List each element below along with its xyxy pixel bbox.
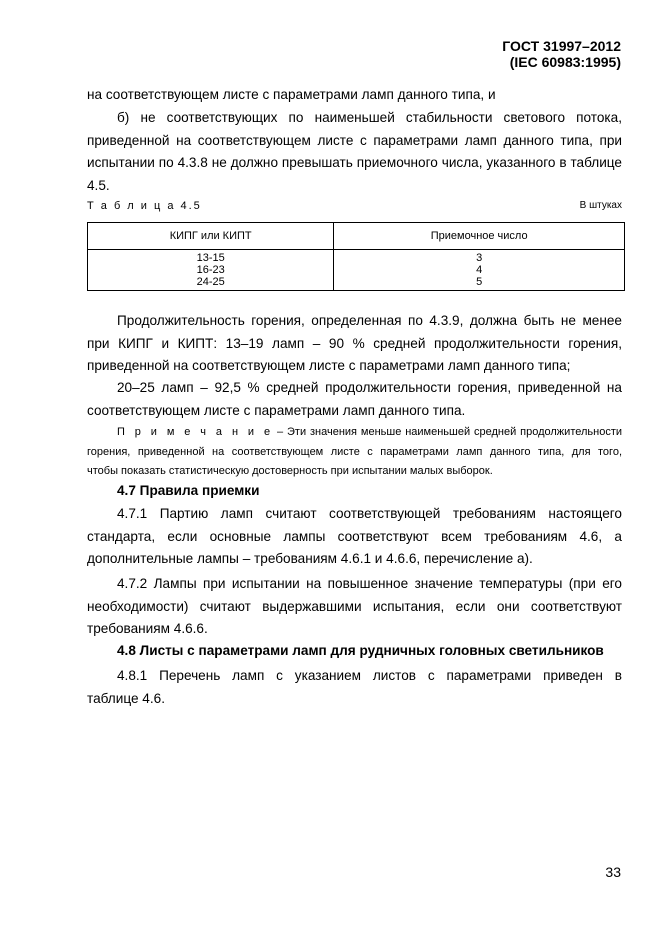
paragraph [87,107,622,197]
cell-value: 3 [476,252,483,264]
text-line: – Эти значения меньше наименьшей средней продолжительности [276,426,623,438]
text-line: соответствующем листе с параметрами ламп данного типа. [87,402,466,418]
standard-number: ГОСТ 31997–2012 [502,38,621,54]
cell-value: 24-25 [196,276,225,288]
table-4-5 [87,222,625,291]
section-heading-4-8: 4.8 Листы с параметрами ламп для рудничных головных светильников [117,643,604,658]
text-line: приведенной на соответствующем листе с параметрами ламп данного типа, при [87,132,622,148]
text-line: 20–25 ламп – 92,5 % средней продолжительности горения, приведенной на [117,380,622,395]
paragraph [87,377,622,422]
text-line: требованиям 4.6.6. [87,621,208,636]
text-line: 4.7.2 Лампы при испытании на повышенное значение температуры (при его [117,576,622,591]
table-cell [334,250,625,291]
section-heading-4-7: 4.7 Правила приемки [117,483,260,498]
paragraph [87,310,622,378]
standard-header [502,38,621,70]
text-line: 4.8.1 Перечень ламп с указанием листов с параметрами приведен в [117,668,622,683]
text-line: дополнительные лампы – требованиям 4.6.1 и 4.6.6, перечисление а). [87,551,533,566]
paragraph [87,503,622,571]
paragraph [87,84,622,107]
cell-value: 13-15 [196,252,225,264]
text-line: таблице 4.6. [87,690,165,706]
cell-value: 5 [476,276,483,288]
text-line: Продолжительность горения, определенная по 4.3.9, должна быть не менее [117,313,622,328]
page-number: 33 [605,864,621,880]
text-line: чтобы показать статистическую достоверность при испытании малых выборок. [87,465,493,477]
paragraph [87,665,622,710]
text-line: горения, приведенной на соответствующем листе с параметрами ламп данного типа, для того, [87,445,622,458]
text-line: испытании по 4.3.8 не должно превышать приемочного числа, указанного в таблице [87,155,622,170]
text-line: стандарта, если основные лампы соответствуют всем требованиям 4.6, а [87,528,622,544]
text-line: 4.5. [87,177,110,193]
text-line: б) не соответствующих по наименьшей стабильности светового потока, [117,110,622,125]
table-unit: В штуках [579,200,622,211]
cell-value: 16-23 [196,264,225,276]
text-line: при КИПГ и КИПТ: 13–19 ламп – 90 % средней продолжительности горения, [87,335,622,351]
text-line: необходимости) считают выдержавшими испытания, если они соответствуют [87,598,622,614]
table-cell [88,250,334,291]
column-header: КИПГ или КИПТ [88,223,334,250]
note [87,423,622,482]
cell-value: 4 [476,264,483,276]
column-header: Приемочное число [334,223,625,250]
text-line: приведенной на соответствующем листе с параметрами ламп данного типа; [87,358,571,373]
note-label: П р и м е ч а н и е [117,426,274,438]
table-caption: Т а б л и ц а 4.5 [87,200,202,212]
text-line: 4.7.1 Партию ламп считают соответствующей требованиям настоящего [117,506,622,521]
text-line: на соответствующем листе с параметрами ламп данного типа, и [87,87,496,102]
paragraph [87,573,622,641]
iec-number: (IEC 60983:1995) [509,54,621,70]
